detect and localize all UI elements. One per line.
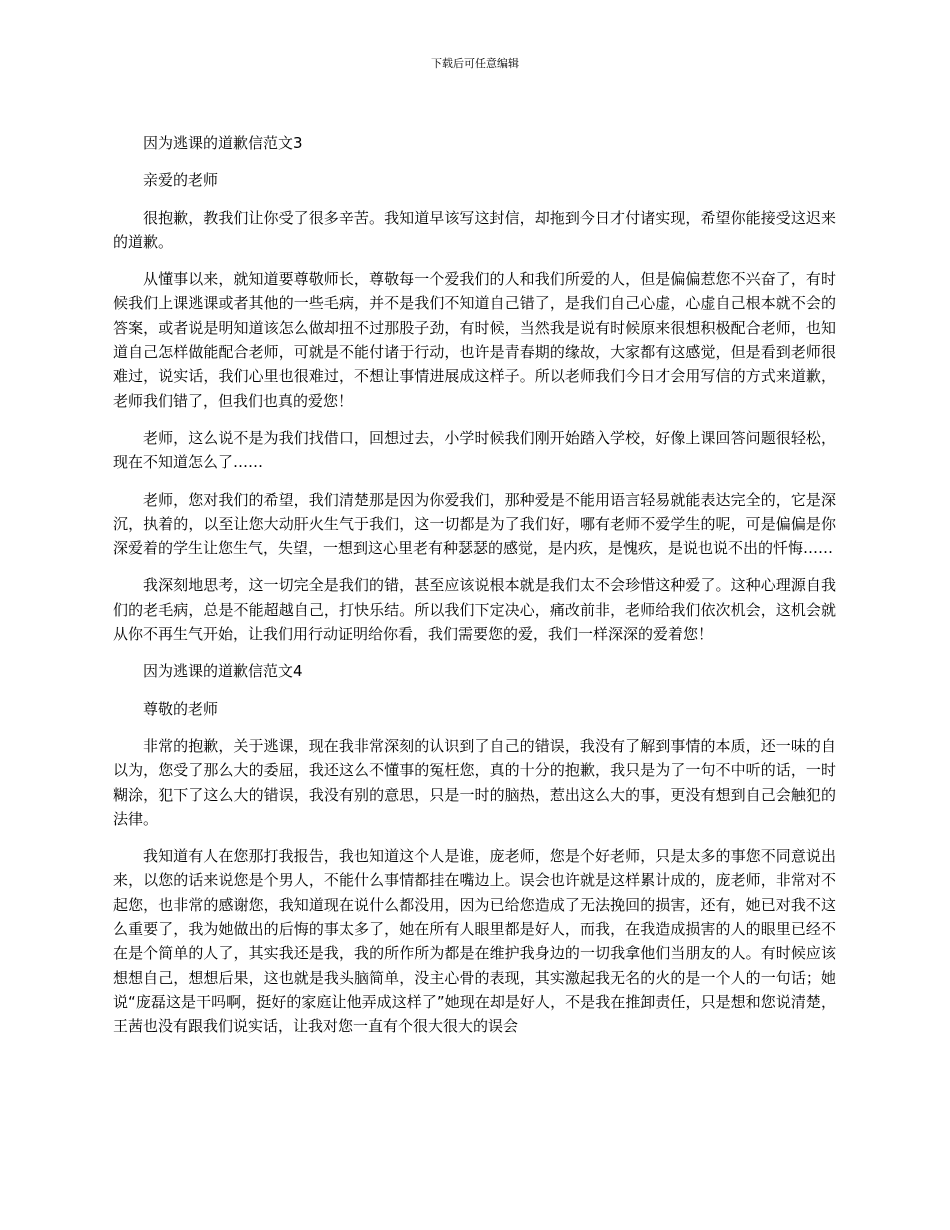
body-paragraph: 很抱歉，教我们让你受了很多辛苦。我知道早该写这封信，却拖到今日才付诸实现，希望你能接受这迟来的道歉。 <box>113 208 836 251</box>
salutation: 尊敬的老师 <box>143 699 219 718</box>
document-body <box>113 131 836 1052</box>
body-paragraph: 老师，您对我们的希望，我们清楚那是因为你爱我们，那种爱是不能用语言轻易就能表达完全的，它是深沉，执着的，以至让您大动肝火生气于我们，这一切都是为了我们好，哪有老师不爱学生的呢，可是偏偏是你深爱着的学生让您生气，失望，一想到这心里老有种瑟瑟的感觉，是内疚，是愧疚，是说也说不出的忏悔…… <box>113 490 836 558</box>
section-title-3: 因为逃课的道歉信范文3 <box>143 134 303 152</box>
page-header-note: 下载后可任意编辑 <box>431 57 519 70</box>
body-paragraph: 老师，这么说不是为我们找借口，回想过去，小学时候我们刚开始踏入学校，好像上课回答问题很轻松，现在不知道怎么了…… <box>113 428 836 472</box>
body-paragraph: 非常的抱歉，关于逃课，现在我非常深刻的认识到了自己的错误，我没有了解到事情的本质，还一味的自以为，您受了那么大的委屈，我还这么不懂事的冤枉您，真的十分的抱歉，我只是为了一句不中听的话，一时糊涂，犯下了这么大的错误，我没有别的意思，只是一时的脑热，惹出这么大的事，更没有想到自己会触犯的法律。 <box>113 736 836 828</box>
body-paragraph: 我知道有人在您那打我报告，我也知道这个人是谁，庞老师，您是个好老师，只是太多的事您不同意说出来，以您的话来说您是个男人，不能什么事情都挂在嘴边上。误会也许就是这样累计成的，庞老师，非常对不起您，也非常的感谢您，我知道现在说什么都没用，因为已给您造成了无法挽回的损害，还有，她已对我不这么重要了，我为她做出的后悔的事太多了，她在所有人眼里都是好人，而我，在我造成损害的人的眼里已经不在是个简单的人了，其实我还是我，我的所作所为都是在维护我身边的一切我拿他们当朋友的人。有时候应该想想自己，想想后果，这也就是我头脑简单，没主心骨的表现，其实激起我无名的火的是一个人的一句话；她说“庞磊这是干吗啊，挺好的家庭让他弄成这样了”她现在却是好人，不是我在推卸责任，只是想和您说清楚，王茜也没有跟我们说实话，让我对您一直有个很大很大的误会 <box>113 847 836 1036</box>
section-title-4: 因为逃课的道歉信范文4 <box>143 662 303 681</box>
body-paragraph: 从懂事以来，就知道要尊敬师长，尊敬每一个爱我们的人和我们所爱的人，但是偏偏惹您不兴奋了，有时候我们上课逃课或者其他的一些毛病，并不是我们不知道自己错了，是我们自己心虚，心虚自己根本就不会的答案，或者说是明知道该怎么做却扭不过那股子劲，有时候，当然我是说有时候原来很想积极配合老师，也知道自己怎样做能配合老师，可就是不能付诸于行动，也许是青春期的缘故，大家都有这感觉，但是看到老师很难过，说实话，我们心里也很难过，不想让事情进展成这样子。所以老师我们今日才会用写信的方式来道歉，老师我们错了，但我们也真的爱您！ <box>113 270 836 410</box>
body-paragraph: 我深刻地思考，这一切完全是我们的错，甚至应该说根本就是我们太不会珍惜这种爱了。这种心理源自我们的老毛病，总是不能超越自己，打快乐结。所以我们下定决心，痛改前非，老师给我们依次机会，这机会就从你不再生气开始，让我们用行动证明给你看，我们需要您的爱，我们一样深深的爱着您！ <box>113 576 836 644</box>
salutation: 亲爱的老师 <box>143 171 219 190</box>
